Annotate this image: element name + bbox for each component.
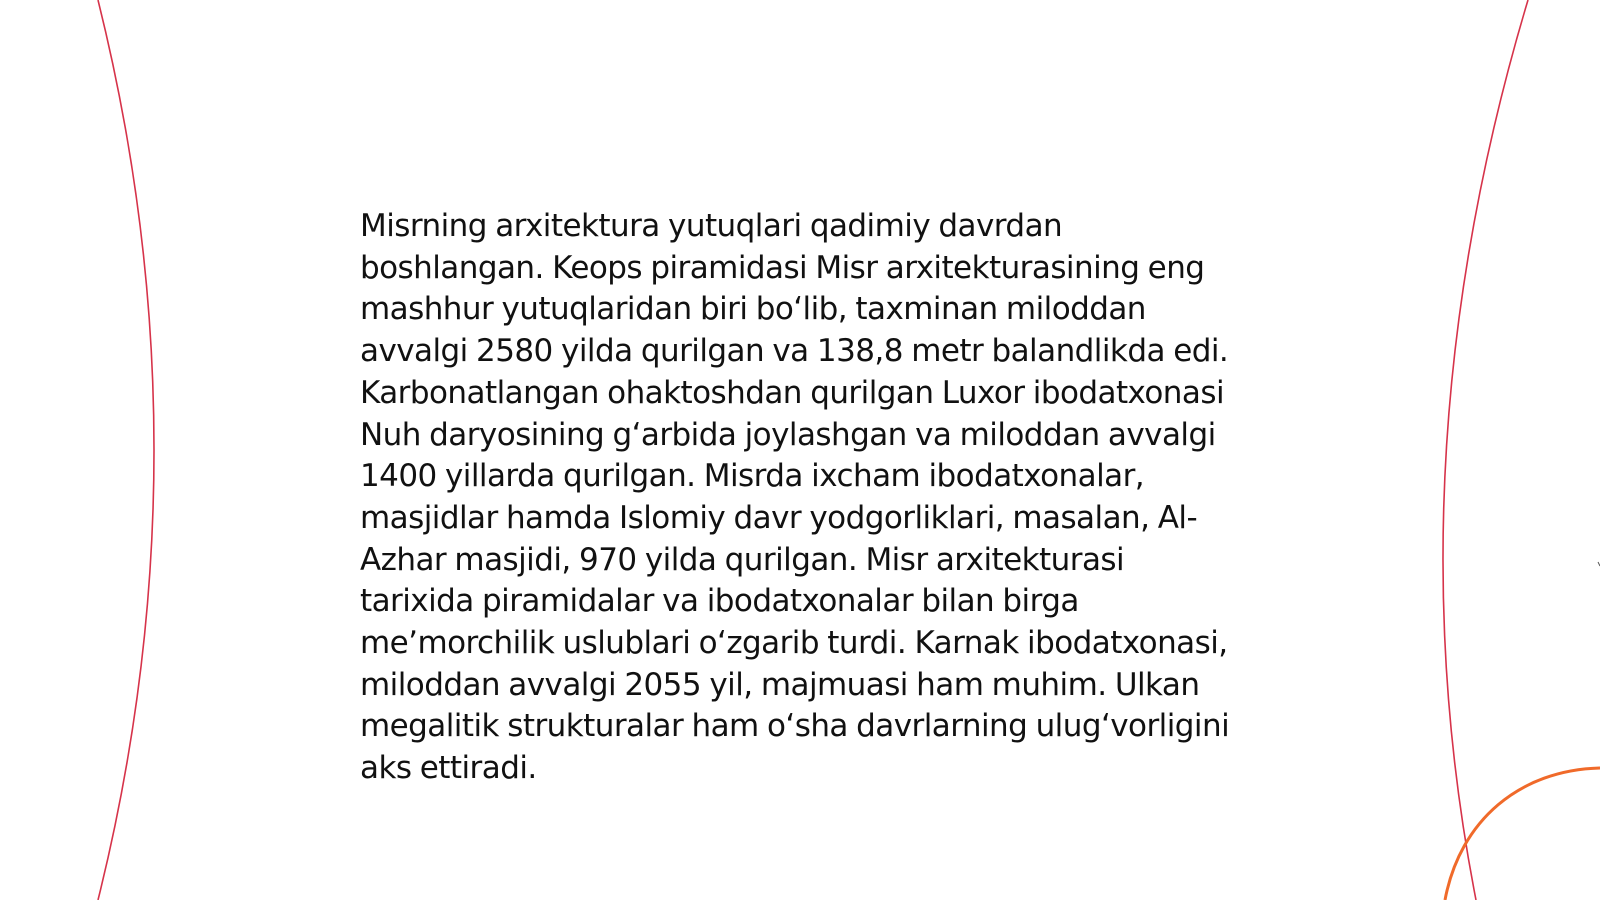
slide-body-text: Misrning arxitektura yutuqlari qadimiy davrdan boshlangan. Keops piramidasi Misr arxitekturasining eng mashhur yutuqlaridan biri bo‘lib, taxminan miloddan avvalgi 2580 yilda qurilgan va 138,8 metr balandlikda edi. Karbonatlangan ohaktoshdan qurilgan Luxor ibodatxonasi Nuh daryosining g‘arbida joylashgan va miloddan avvalgi 1400 yillarda qurilgan. Misrda ixcham ibodatxonalar, masjidlar hamda Islomiy davr yodgorliklari, masalan, Al-Azhar masjidi, 970 yilda qurilgan. Misr arxitekturasi tarixida piramidalar va ibodatxonalar bilan birga me’morchilik uslublari o‘zgarib turdi. Karnak ibodatxonasi, miloddan avvalgi 2055 yil, majmuasi ham muhim. Ulkan megalitik strukturalar ham o‘sha davrlarning ulug‘vorligini aks ettiradi.: [360, 208, 1230, 787]
orange-circle-arc: [1445, 768, 1600, 900]
right-decorative-curve: [1443, 0, 1528, 900]
left-decorative-curve: [98, 0, 154, 900]
